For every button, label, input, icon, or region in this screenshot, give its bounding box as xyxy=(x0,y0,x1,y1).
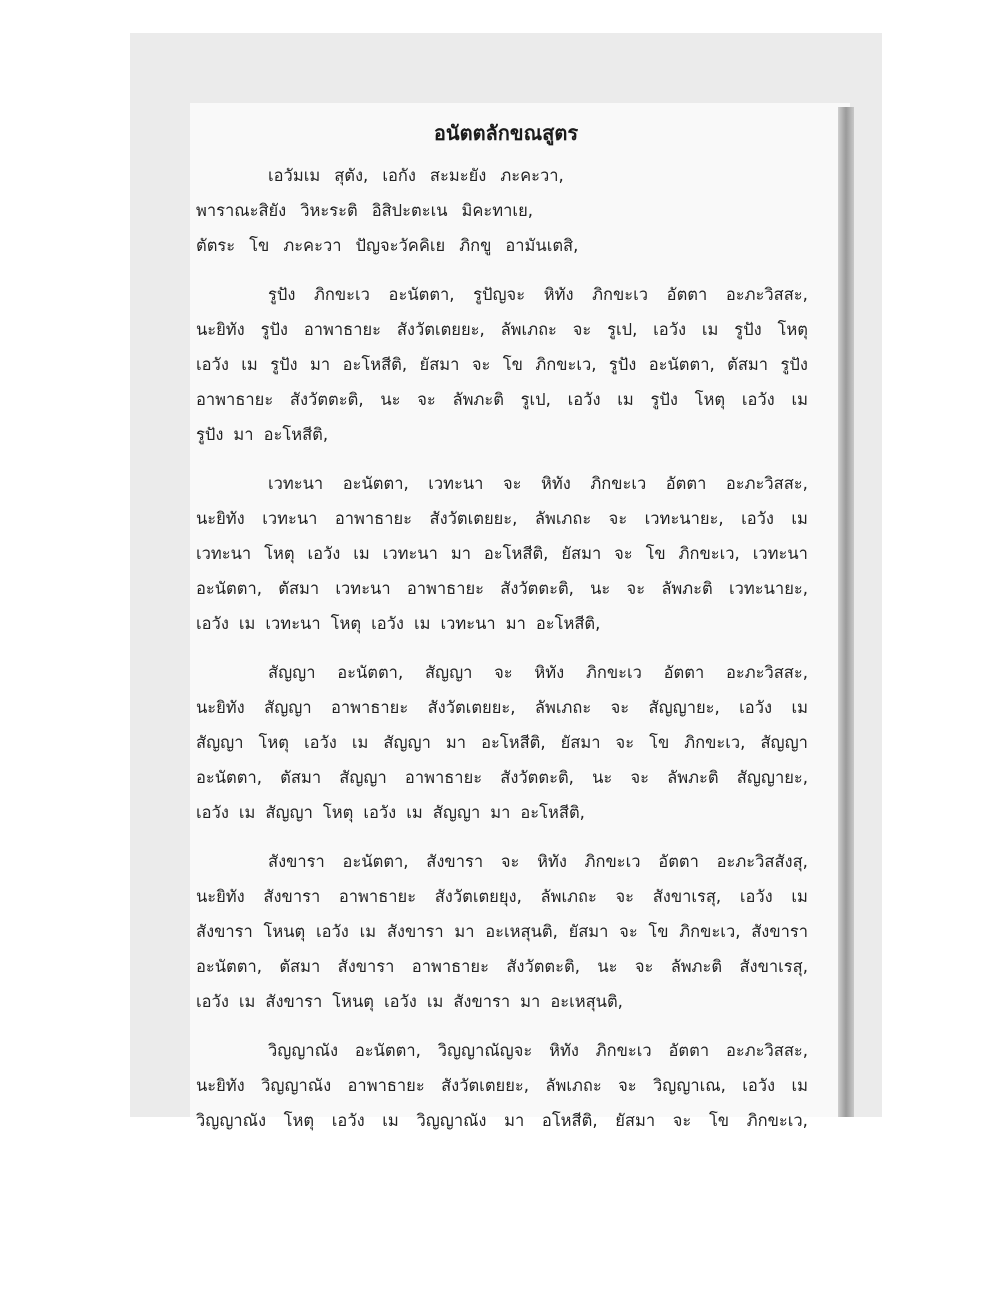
text-word: นะ xyxy=(592,768,613,787)
text-word: เม xyxy=(238,803,256,822)
text-line xyxy=(196,1033,808,1068)
text-word: วิญญาณัง xyxy=(416,1111,487,1130)
text-word: เวทะนา xyxy=(196,544,252,563)
text-word: อัตตา xyxy=(658,852,699,871)
text-line xyxy=(196,655,808,690)
text-word: สังขารา xyxy=(751,922,808,941)
text-word: อะภะวิสสะ, xyxy=(725,1041,808,1060)
text-word: รูปัง xyxy=(780,355,808,374)
text-word: โหตุ xyxy=(283,1111,315,1130)
text-word: อะนัตตา, xyxy=(342,474,409,493)
text-word: พาราณะสิยัง xyxy=(196,201,287,220)
text-line xyxy=(196,193,808,228)
text-word: โหนตุ xyxy=(332,992,374,1011)
text-word: วิญญาเณ, xyxy=(653,1076,726,1095)
text-word: อะโหสีติ, xyxy=(535,614,601,633)
text-word: รูปัง xyxy=(268,285,296,304)
text-word: สังขารา xyxy=(337,957,395,976)
text-word: ภิกขะเว, xyxy=(746,1111,808,1130)
text-word: จะ xyxy=(630,768,649,787)
text-word: สัญญา xyxy=(268,663,316,682)
text-word: อะโหสีติ, xyxy=(342,355,408,374)
text-word: เม xyxy=(791,509,808,528)
text-word: โหตุ xyxy=(322,803,354,822)
text-word: อัตตา xyxy=(663,663,705,682)
text-word: รูปัญจะ xyxy=(473,285,526,304)
text-word: โข xyxy=(249,236,270,255)
text-word: เอวัง xyxy=(196,992,229,1011)
text-word: รูเป, xyxy=(607,320,638,339)
text-word: ยัสมา xyxy=(568,922,609,941)
text-word: เอวัง xyxy=(741,390,775,409)
text-word: อะโหสีติ, xyxy=(520,803,585,822)
text-word: ภะคะวา, xyxy=(500,166,564,185)
text-line xyxy=(196,228,808,263)
text-word: สังขารา xyxy=(268,852,325,871)
text-word: สังขาเรสุ, xyxy=(739,957,808,976)
text-word: เอวัง xyxy=(383,992,417,1011)
text-word: หิทัง xyxy=(543,285,574,304)
text-word: จะ xyxy=(626,579,646,598)
text-word: โหตุ xyxy=(694,390,726,409)
text-word: อะโหสีติ, xyxy=(263,425,329,444)
text-word: สังวัตตะติ, xyxy=(506,957,580,976)
text-word: เอวัง xyxy=(739,698,773,717)
text-word: สังวัตตะติ, xyxy=(500,768,574,787)
text-word: มา xyxy=(505,614,526,633)
text-word: ภิกขะเว xyxy=(590,474,647,493)
text-word: อัตตา xyxy=(666,285,708,304)
text-word: เม xyxy=(238,992,256,1011)
text-line xyxy=(196,312,808,347)
text-word: สังขารา xyxy=(196,922,253,941)
text-word: อะเหสุนติ, xyxy=(550,992,623,1011)
text-word: นะ xyxy=(590,579,611,598)
text-word: จะ xyxy=(614,544,633,563)
text-word: รูเป, xyxy=(520,390,551,409)
text-line xyxy=(196,277,808,312)
text-line xyxy=(196,725,808,760)
text-word: เอวัง xyxy=(331,1111,365,1130)
text-word: จะ xyxy=(417,390,436,409)
text-word: รูปัง xyxy=(608,355,637,374)
text-line xyxy=(196,1068,808,1103)
text-word: อาพาธายะ xyxy=(338,887,417,906)
text-word: ตัสมา xyxy=(279,957,321,976)
text-word: โหตุ xyxy=(777,320,808,339)
text-word: เอวัง xyxy=(739,887,773,906)
text-word: เวทะนา xyxy=(335,579,391,598)
text-word: อิสิปะตะเน xyxy=(371,201,448,220)
text-word: รูปัง xyxy=(270,355,298,374)
text-word: อาพาธายะ xyxy=(196,390,274,409)
text-word: เอวัมเม xyxy=(268,166,321,185)
text-word: จะ xyxy=(615,733,635,752)
text-word: เวทะนา xyxy=(428,474,484,493)
text-word: สัญญา xyxy=(383,733,431,752)
text-word: อาพาธายะ xyxy=(411,957,489,976)
text-word: อโหสีติ, xyxy=(541,1111,598,1130)
text-word: รูปัง xyxy=(260,320,288,339)
text-word: สังวัตเตยยุง, xyxy=(434,887,522,906)
text-word: ภิกขะเว xyxy=(314,285,370,304)
text-word: สังขารา xyxy=(386,922,444,941)
text-word: ภิกขะเว xyxy=(585,663,642,682)
text-word: อะนัตตา, xyxy=(388,285,455,304)
text-word: วิญญาณัญจะ xyxy=(437,1041,533,1060)
text-word: ภิกขะเว, xyxy=(679,922,741,941)
text-word: อะนัตตา, xyxy=(196,768,262,787)
text-word: ปัญจะวัคคิเย xyxy=(355,236,446,255)
text-line xyxy=(196,466,808,501)
paragraph-gap xyxy=(196,263,808,277)
text-word: มา xyxy=(310,355,331,374)
text-word: อาพาธายะ xyxy=(404,768,483,787)
text-word: โหตุ xyxy=(330,614,362,633)
text-word: จะ xyxy=(500,852,520,871)
text-word: เอวัง xyxy=(567,390,601,409)
text-word: มา xyxy=(445,733,467,752)
text-word: สังขารา xyxy=(263,887,321,906)
text-word: รูปัง xyxy=(196,425,224,444)
text-word: โหตุ xyxy=(258,733,289,752)
text-word: ภิกขะเว xyxy=(584,852,641,871)
text-word: อะเหสุนติ, xyxy=(485,922,558,941)
text-word: ลัพเภถะ xyxy=(545,1076,602,1095)
text-word: สัญญายะ, xyxy=(736,768,808,787)
text-word: เอวัง xyxy=(363,803,397,822)
text-line xyxy=(196,606,808,641)
text-word: สัญญายะ, xyxy=(648,698,720,717)
text-word: เวทะนา xyxy=(440,614,496,633)
text-word: สังวัตเตยยะ, xyxy=(429,509,518,528)
text-word: โข xyxy=(502,355,523,374)
text-word: ลัพเภถะ xyxy=(540,887,597,906)
text-word: นะ xyxy=(380,390,401,409)
text-word: ภิกขะเว, xyxy=(684,733,746,752)
text-word: ภิกขะเว xyxy=(595,1041,652,1060)
text-word: มา xyxy=(450,544,471,563)
text-word: อัตตา xyxy=(668,1041,710,1060)
text-word: เวทะนา xyxy=(382,544,438,563)
text-word: เวทะนายะ, xyxy=(729,579,808,598)
text-word: จะ xyxy=(615,887,635,906)
text-word: เม xyxy=(791,390,808,409)
text-word: อะโหสีติ, xyxy=(483,544,549,563)
text-word: มา xyxy=(233,425,254,444)
text-word: ยัสมา xyxy=(615,1111,656,1130)
text-line xyxy=(196,949,808,984)
text-word: วิญญาณัง xyxy=(268,1041,339,1060)
text-word: สัญญา xyxy=(424,663,473,682)
text-word: หิทัง xyxy=(541,474,571,493)
text-word: หิทัง xyxy=(534,663,565,682)
text-word: จะ xyxy=(502,474,522,493)
text-word: จะ xyxy=(618,1076,637,1095)
text-word: เม xyxy=(359,922,377,941)
text-word: เอวัง xyxy=(196,355,229,374)
text-word: ภิกขะเว, xyxy=(678,544,740,563)
text-word: สัญญา xyxy=(432,803,481,822)
text-word: เม xyxy=(426,992,444,1011)
text-word: หิทัง xyxy=(549,1041,579,1060)
text-word: เม xyxy=(791,887,808,906)
text-word: นะยิทัง xyxy=(196,698,245,717)
text-word: วิญญาณัง xyxy=(196,1111,267,1130)
text-line xyxy=(196,571,808,606)
text-word: หิทัง xyxy=(537,852,567,871)
text-word: อะภะวิสสะ, xyxy=(725,474,808,493)
text-word: ยัสมา xyxy=(419,355,460,374)
text-line xyxy=(196,536,808,571)
text-word: สุตัง, xyxy=(334,166,369,185)
text-word: วิหะระติ xyxy=(300,201,358,220)
text-line xyxy=(196,844,808,879)
text-word: อะนัตตา, xyxy=(337,663,404,682)
text-word: อะนัตตา, xyxy=(196,579,262,598)
text-line xyxy=(196,914,808,949)
text-word: จะ xyxy=(672,1111,692,1130)
text-word: นะยิทัง xyxy=(196,1076,245,1095)
text-word: ยัสมา xyxy=(560,733,601,752)
text-word: สังวัตตะติ, xyxy=(289,390,364,409)
text-word: เม xyxy=(351,733,369,752)
text-word: เอวัง xyxy=(196,614,229,633)
text-line xyxy=(196,795,808,830)
text-word: เอวัง xyxy=(315,922,349,941)
text-word: จะ xyxy=(634,957,654,976)
text-word: ลัพภะติ xyxy=(670,957,723,976)
text-word: สัญญา xyxy=(760,733,808,752)
text-word: เวทะนา xyxy=(265,614,321,633)
document-title: อนัตตลักขณสูตร xyxy=(433,121,579,145)
text-word: สังขารา xyxy=(426,852,484,871)
text-word: อามันเตสิ, xyxy=(505,236,579,255)
text-word: เอกัง xyxy=(382,166,416,185)
text-word: อาพาธายะ xyxy=(347,1076,425,1095)
text-word: เวทะนา xyxy=(752,544,808,563)
text-line xyxy=(196,760,808,795)
text-word: อะโหสีติ, xyxy=(481,733,546,752)
text-word: อะนัตตา, xyxy=(196,957,262,976)
page-edge-shadow xyxy=(838,107,854,1117)
text-word: เม xyxy=(701,320,719,339)
text-word: เอวัง xyxy=(742,1076,776,1095)
text-line xyxy=(196,1103,808,1138)
text-word: เอวัง xyxy=(653,320,687,339)
text-word: สังวัตเตยยะ, xyxy=(396,320,485,339)
text-word: สังวัตเตยยะ, xyxy=(441,1076,529,1095)
text-word: วิญญาณัง xyxy=(261,1076,332,1095)
text-word: รูปัง xyxy=(650,390,678,409)
text-word: อะนัตตา, xyxy=(648,355,715,374)
text-word: จะ xyxy=(610,698,630,717)
text-word: เวทะนายะ, xyxy=(644,509,724,528)
paragraph-gap xyxy=(196,830,808,844)
text-word: เม xyxy=(791,1076,808,1095)
text-word: โข xyxy=(645,544,666,563)
text-word: สังวัตเตยยะ, xyxy=(427,698,516,717)
text-word: อะภะวิสสะ, xyxy=(725,663,808,682)
text-word: ภิกขะเว, xyxy=(535,355,597,374)
text-word: อะนัตตา, xyxy=(342,852,409,871)
paragraph-gap xyxy=(196,1019,808,1033)
text-word: อาพาธายะ xyxy=(303,320,381,339)
text-word: ลัพภะติ xyxy=(667,768,719,787)
text-word: นะยิทัง xyxy=(196,320,245,339)
text-line xyxy=(196,690,808,725)
text-word: เอวัง xyxy=(307,544,341,563)
chant-text xyxy=(196,158,808,1138)
text-word: ลัพภะติ xyxy=(452,390,504,409)
text-word: อะภะวิสสังสุ, xyxy=(716,852,808,871)
text-word: เอวัง xyxy=(371,614,404,633)
text-word: เม xyxy=(413,614,431,633)
text-word: โข xyxy=(648,922,669,941)
text-word: จะ xyxy=(608,509,628,528)
text-word: อาพาธายะ xyxy=(406,579,485,598)
paragraph-gap xyxy=(196,452,808,466)
paragraph-gap xyxy=(196,641,808,655)
text-line xyxy=(196,347,808,382)
text-word: สังขารา xyxy=(453,992,511,1011)
text-word: สัญญา xyxy=(196,733,244,752)
text-word: สังขารา xyxy=(265,992,323,1011)
text-word: มา xyxy=(504,1111,525,1130)
text-word: เม xyxy=(382,1111,399,1130)
text-word: เม xyxy=(791,698,808,717)
text-word: ลัพเภถะ xyxy=(534,698,592,717)
text-word: รูปัง xyxy=(734,320,762,339)
text-word: ลัพภะติ xyxy=(661,579,713,598)
text-line xyxy=(196,501,808,536)
text-word: จะ xyxy=(494,663,513,682)
text-word: ตัสมา xyxy=(727,355,769,374)
text-word: ภิกขะเว xyxy=(592,285,649,304)
text-line xyxy=(196,984,808,1019)
text-word: จะ xyxy=(619,922,638,941)
text-word: อาพาธายะ xyxy=(331,698,409,717)
text-word: โข xyxy=(649,733,670,752)
text-word: นะยิทัง xyxy=(196,887,245,906)
text-line xyxy=(196,382,808,417)
text-word: นะ xyxy=(597,957,618,976)
text-word: เอวัง xyxy=(196,803,229,822)
text-word: เวทะนา xyxy=(262,509,318,528)
text-word: มา xyxy=(520,992,541,1011)
text-word: อาพาธายะ xyxy=(334,509,413,528)
text-word: เม xyxy=(406,803,423,822)
text-word: เม xyxy=(617,390,634,409)
text-word: สังขาเรสุ, xyxy=(652,887,722,906)
text-word: อะภะวิสสะ, xyxy=(725,285,808,304)
scanned-page-background xyxy=(130,33,882,1130)
text-word: ลัพเภถะ xyxy=(500,320,557,339)
text-word: อัตตา xyxy=(665,474,707,493)
text-word: โหนตุ xyxy=(263,922,306,941)
text-word: จะ xyxy=(471,355,491,374)
text-word: ภะคะวา xyxy=(283,236,342,255)
text-word: เอวัง xyxy=(303,733,337,752)
text-word: สังวัตตะติ, xyxy=(500,579,574,598)
text-word: มิคะทาเย, xyxy=(461,201,533,220)
text-word: เม xyxy=(241,355,258,374)
text-word: เวทะนา xyxy=(268,474,324,493)
text-word: เม xyxy=(238,614,256,633)
text-word: นะยิทัง xyxy=(196,509,245,528)
text-word: ตัตระ xyxy=(196,236,236,255)
text-line xyxy=(196,158,808,193)
text-word: ภิกขู xyxy=(459,236,492,255)
text-word: เม xyxy=(353,544,370,563)
text-line xyxy=(196,417,808,452)
text-line xyxy=(196,879,808,914)
text-word: สะมะยัง xyxy=(429,166,487,185)
text-word: มา xyxy=(490,803,511,822)
text-word: มา xyxy=(454,922,475,941)
text-word: ลัพเภถะ xyxy=(534,509,592,528)
text-word: ตัสมา xyxy=(278,579,320,598)
text-word: สัญญา xyxy=(265,803,313,822)
text-word: จะ xyxy=(572,320,592,339)
text-word: โหตุ xyxy=(264,544,295,563)
text-word: เอวัง xyxy=(741,509,774,528)
text-word: สัญญา xyxy=(339,768,387,787)
text-word: โข xyxy=(708,1111,730,1130)
text-word: อะนัตตา, xyxy=(354,1041,421,1060)
text-word: ยัสมา xyxy=(561,544,602,563)
text-word: ตัสมา xyxy=(280,768,322,787)
text-word: สัญญา xyxy=(264,698,312,717)
